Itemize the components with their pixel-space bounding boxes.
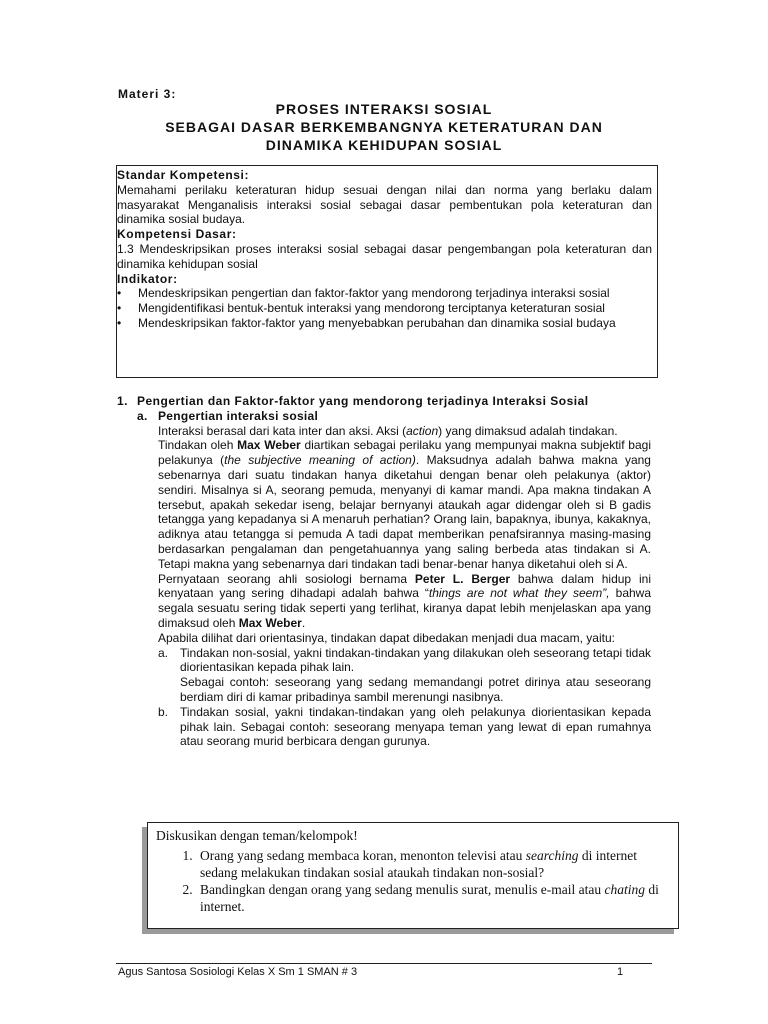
discussion-box — [147, 822, 679, 929]
list-item: b. Tindakan sosial, yakni tindakan-tindakan yang oleh pelakunya diorientasikan kepada pihak lain. Sebagai contoh: seseorang menyapa teman yang lewat di epan rumahnya atau seorang murid berbicara dengan gurunya. — [158, 704, 651, 749]
subsection-heading: a. Pengertian interaksi sosial — [137, 408, 319, 423]
page-number: 1 — [617, 966, 624, 978]
page-title — [118, 100, 650, 154]
footer-divider — [116, 963, 652, 964]
indikator-item: • Mendeskripsikan faktor-faktor yang menyebabkan perubahan dan dinamika sosial budaya — [117, 315, 616, 330]
standar-text: Memahami perilaku keteraturan hidup sesuai dengan nilai dan norma yang berlaku dalam masyarakat Menganalisis interaksi sosial sebagai dasar pembentukan pola keteraturan dan dinamika sosial budaya. — [117, 182, 652, 227]
materi-label: Materi 3: — [118, 87, 177, 101]
discussion-question: 2. Bandingkan dengan orang yang sedang menulis surat, menulis e-mail atau chating di internet. — [196, 881, 670, 915]
paragraph: Tindakan oleh Max Weber diartikan sebagai perilaku yang mempunyai makna subjektif bagi pelakunya (the subjective meaning of action). Maksudnya adalah bahwa makna yang sebenarnya dari suatu tindakan hanya diketahui dengan benar oleh pelakunya (aktor) sendiri. Misalnya si A, seorang pemuda, menyanyi di kamar mandi. Apa makna tindakan A tersebut, apakah sekedar iseng, belajar bernyanyi ataukah agar didengar oleh si B gadis tetangga yang kepadanya si A menaruh perhatian? Orang lain, bapaknya, ibunya, kakaknya, adiknya atau tetangga si pemuda A tadi dapat memberikan penafsirannya masing-masing berdasarkan pengalaman dan pengetahuannya yang saling berbeda atas tindakan si A. Tetapi makna yang sebenarnya dari tindakan tadi benar-benar hanya diketahui oleh si A. — [158, 438, 651, 571]
title-line: DINAMIKA KEHIDUPAN SOSIAL — [265, 137, 503, 153]
indikator-label: Indikator: — [117, 271, 178, 286]
discussion-question: 1. Orang yang sedang membaca koran, menonton televisi atau searching di internet sedang melakukan tindakan sosial ataukah tindakan non-sosial? — [196, 847, 670, 881]
dasar-label: Kompetensi Dasar: — [117, 227, 237, 242]
discussion-list — [156, 847, 670, 915]
competency-box — [116, 165, 658, 378]
dasar-text: 1.3 Mendeskripsikan proses interaksi sosial sebagai dasar pengembangan pola keteraturan dan dinamika kehidupan sosial — [117, 241, 652, 271]
standar-label: Standar Kompetensi: — [117, 168, 250, 182]
paragraph: Pernyataan seorang ahli sosiologi bernama Peter L. Berger bahwa dalam hidup ini kenyataan yang sering dihadapi adalah bahwa “things are not what they seem”, bahwa segala sesuatu sering tidak seperti yang terlihat, kiranya dapat lebih menjelaskan apa yang dimaksud oleh Max Weber. — [158, 571, 652, 630]
paragraph: Apabila dilihat dari orientasinya, tindakan dapat dibedakan menjadi dua macam, yaitu: — [158, 630, 615, 645]
list-item: a. Tindakan non-sosial, yakni tindakan-tindakan yang dilakukan oleh seseorang tetapi tidak diorientasikan kepada pihak lain. Sebagai contoh: seseorang yang sedang memandangi potret dirinya atau seseorang berdiam diri di kamar pribadinya sambil merenungi nasibnya. — [158, 645, 651, 704]
title-line: PROSES INTERAKSI SOSIAL — [275, 101, 493, 117]
section-body — [158, 424, 651, 750]
bullet-icon: • — [117, 315, 122, 330]
section-heading: 1. Pengertian dan Faktor-faktor yang mendorong terjadinya Interaksi Sosial — [117, 394, 589, 408]
discussion-title: Diskusikan dengan teman/kelompok! — [156, 828, 358, 843]
section-1 — [117, 394, 651, 749]
title-line: SEBAGAI DASAR BERKEMBANGNYA KETERATURAN DAN — [165, 119, 603, 135]
bullet-icon: • — [117, 301, 122, 316]
footer-text: Agus Santosa Sosiologi Kelas X Sm 1 SMAN # 3 — [118, 966, 358, 978]
bullet-icon: • — [117, 286, 122, 301]
indikator-item: • Mengidentifikasi bentuk-bentuk interaksi yang mendorong terciptanya keteraturan sosial — [117, 301, 605, 316]
indikator-item: • Mendeskripsikan pengertian dan faktor-faktor yang mendorong terjadinya interaksi sosial — [117, 286, 610, 301]
paragraph: Interaksi berasal dari kata inter dan aksi. Aksi (action) yang dimaksud adalah tindakan. — [158, 423, 618, 438]
